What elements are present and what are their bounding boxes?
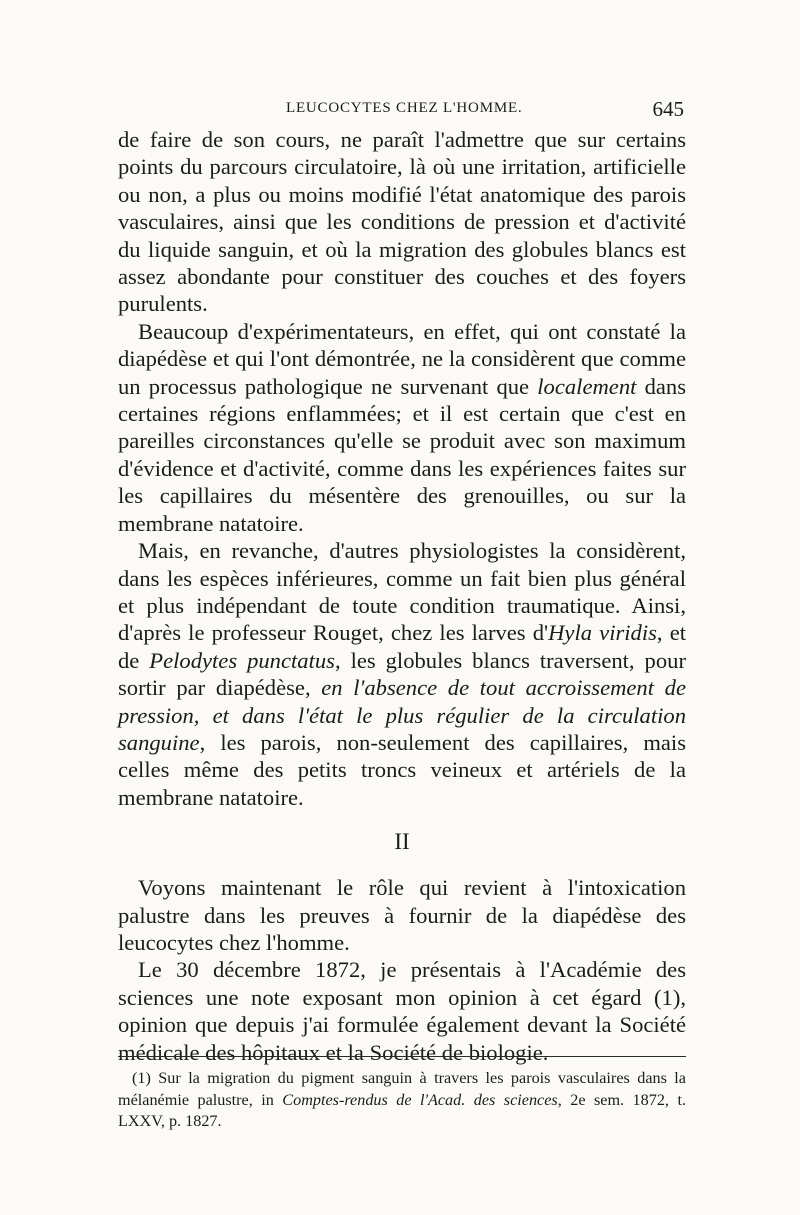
paragraph-2-text-b: dans certaines régions enflammées; et il est certain que c'est en pareilles circonstances qu'elle se produit avec son maximum d'évidence et d'activité, comme dans les expériences faites sur les capillaires du mésentère des grenouilles, ou sur la membrane natatoire. [118,373,686,536]
paragraph-5 [118,956,686,1066]
paragraph-1 [118,126,686,318]
footnote-text-b: , 2e sem. 1872, t. LXXV, p. 1827. [118,1090,686,1130]
paragraph-2-text-a: Beaucoup d'expérimentateurs, en effet, qui ont constaté la diapédèse et qui l'ont démontrée, ne la considèrent que comme un processus pathologique ne survenant que [118,318,686,399]
page-number: 645 [652,97,684,121]
paragraph-1-text: de faire de son cours, ne paraît l'admettre que sur certains points du parcours circulatoire, là où une irritation, artificielle ou non, a plus ou moins modifié l'état anatomique des parois vasculaires, ainsi que les conditions de pression et d'activité du liquide sanguin, et où la migration des globules blancs est assez abondante pour constituer des couches et des foyers purulents. [118,127,686,317]
paragraph-3-text-b: , et de [118,620,686,673]
paragraph-3-text-d: , les parois, non-seulement des capillaires, mais celles même des petits troncs veineux et artériels de la membrane natatoire. [118,729,686,810]
page-header [118,97,686,124]
body-text [118,126,686,1066]
section-heading: II [394,829,410,855]
paragraph-3-italic-pelodytes: Pelodytes punctatus [149,647,335,673]
paragraph-3-italic-quote: en l'absence de tout accroissement de pression, et dans l'état le plus régulier de la circulation sanguine [118,675,686,755]
footnote-text-a: (1) Sur la migration du pigment sanguin à travers les parois vasculaires dans la mélanémie palustre, in [118,1069,686,1109]
footnote [118,1068,686,1133]
paragraph-3 [118,537,686,811]
paragraph-2 [118,318,686,537]
running-title: LEUCOCYTES CHEZ L'HOMME. [286,100,523,116]
paragraph-3-text-a: Mais, en revanche, d'autres physiologistes la considèrent, dans les espèces inférieures, comme un fait bien plus général et plus indépendant de toute condition traumatique. Ainsi, d'après le professeur Rouget, chez les larves d' [118,538,686,646]
paragraph-2-italic: localement [537,373,637,399]
paragraph-3-italic-hyla: Hyla viridis [548,620,657,646]
paragraph-3-text-c: , les globules blancs traversent, pour sortir par diapédèse, [118,647,686,701]
paragraph-4 [118,874,686,956]
footnote-italic: Comptes-rendus de l'Acad. des sciences [282,1090,558,1109]
paragraph-4-text: Voyons maintenant le rôle qui revient à l'intoxication palustre dans les preuves à fournir de la diapédèse des leucocytes chez l'homme. [118,875,686,955]
paragraph-5-text: Le 30 décembre 1872, je présentais à l'Académie des sciences une note exposant mon opinion à cet égard (1), opinion que depuis j'ai formulée également devant la Société médicale des hôpitaux et la Société de biologie. [118,957,686,1065]
footnote-divider [118,1056,686,1057]
